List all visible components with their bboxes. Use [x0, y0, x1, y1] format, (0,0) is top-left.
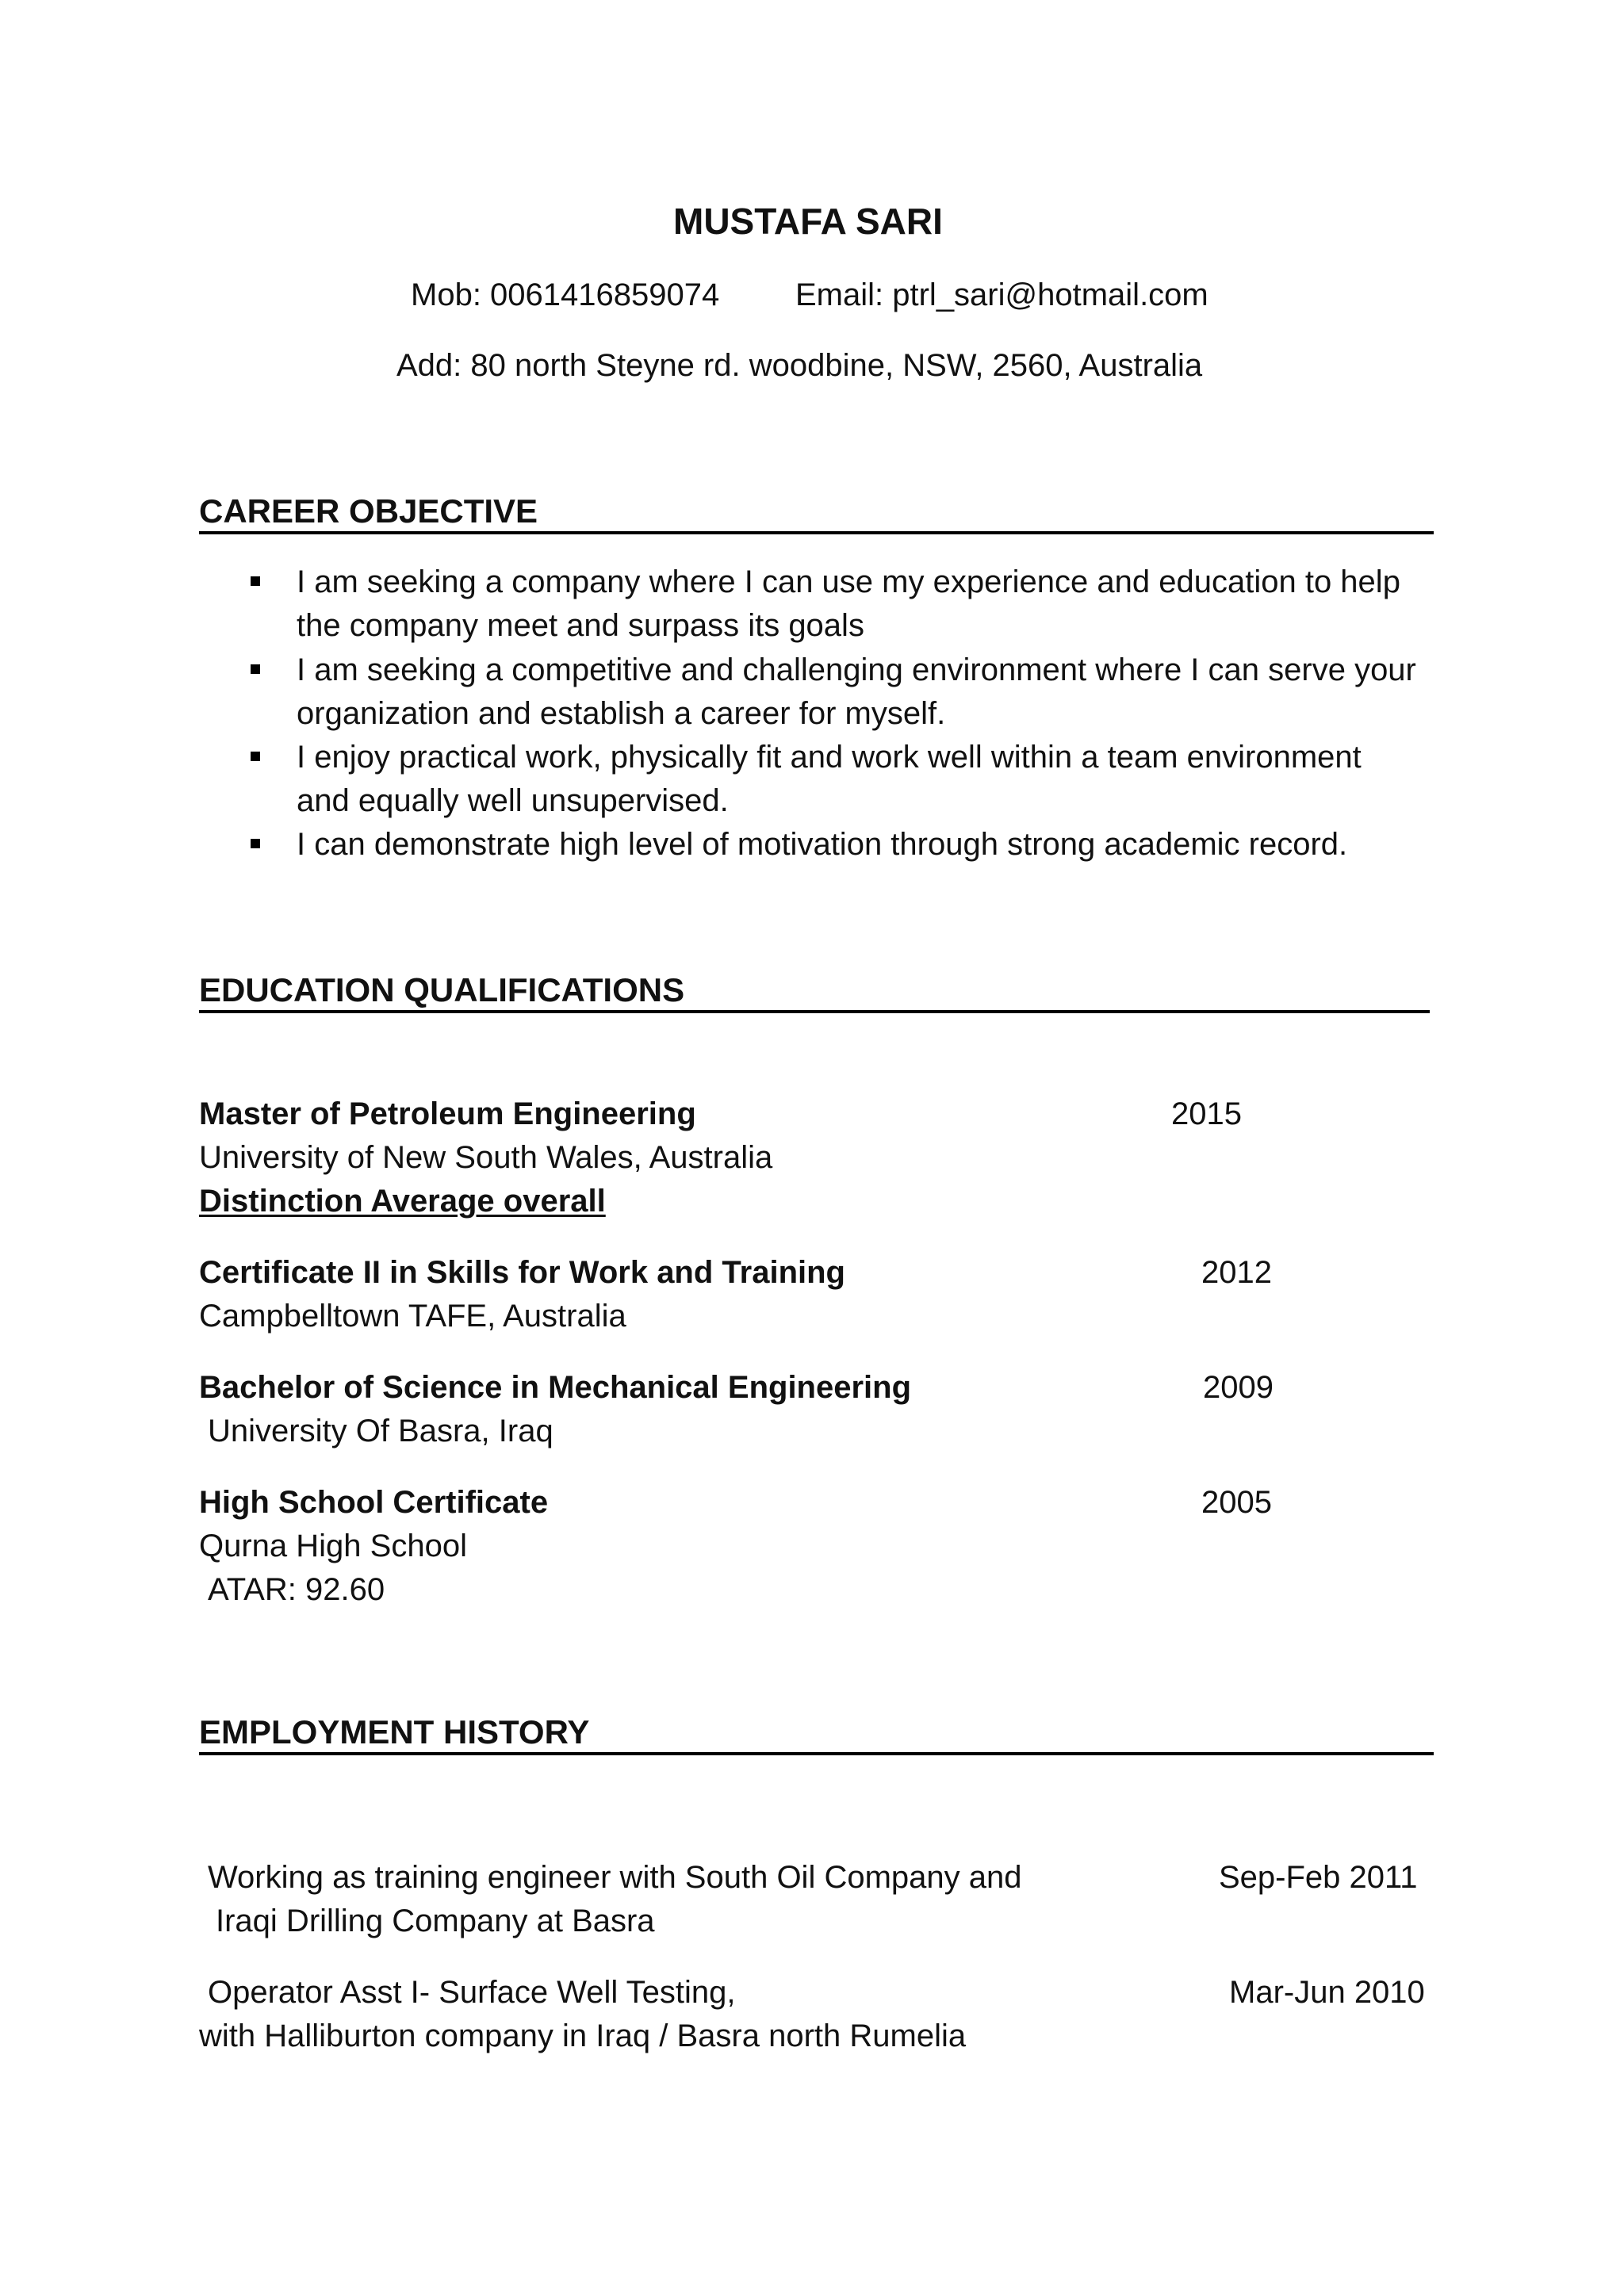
employment-description: Working as training engineer with South Oil Company and	[208, 1860, 1022, 1895]
education-note: Distinction Average overall	[199, 1184, 606, 1219]
bullet-marker	[251, 839, 260, 848]
employment-heading: EMPLOYMENT HISTORY	[199, 1716, 1434, 1755]
education-note: ATAR: 92.60	[208, 1572, 385, 1607]
objective-item: I am seeking a competitive and challenging environment where I can serve your organization and establish a career for myself.	[297, 652, 1416, 731]
education-institution: Qurna High School	[199, 1529, 467, 1563]
employment-description: Operator Asst I- Surface Well Testing,	[208, 1975, 736, 2010]
education-heading: EDUCATION QUALIFICATIONS	[199, 974, 1430, 1013]
education-title: Certificate II in Skills for Work and Training	[199, 1255, 845, 1290]
education-title: Bachelor of Science in Mechanical Engineering	[199, 1370, 912, 1405]
education-year: 2009	[1203, 1370, 1274, 1405]
education-institution: University Of Basra, Iraq	[208, 1414, 553, 1448]
objective-item: I can demonstrate high level of motivation through strong academic record.	[297, 827, 1348, 862]
education-institution: Campbelltown TAFE, Australia	[199, 1299, 626, 1334]
bullet-marker	[251, 752, 260, 761]
postal-address: Add: 80 north Steyne rd. woodbine, NSW, 2560, Australia	[396, 348, 1203, 383]
bullet-marker	[251, 576, 260, 586]
mobile-number: Mob: 0061416859074	[411, 277, 720, 312]
employment-dates: Sep-Feb 2011	[1219, 1860, 1418, 1895]
employment-description-continued: Iraqi Drilling Company at Basra	[216, 1904, 655, 1938]
education-year: 2005	[1201, 1485, 1272, 1520]
email-address: Email: ptrl_sari@hotmail.com	[795, 277, 1208, 312]
career-objective-heading: CAREER OBJECTIVE	[199, 495, 1434, 534]
applicant-name: MUSTAFA SARI	[673, 201, 943, 242]
education-title: Master of Petroleum Engineering	[199, 1096, 696, 1131]
employment-description-continued: with Halliburton company in Iraq / Basra north Rumelia	[199, 2019, 967, 2053]
education-year: 2012	[1201, 1255, 1272, 1290]
bullet-marker	[251, 664, 260, 674]
employment-dates: Mar-Jun 2010	[1229, 1975, 1425, 2010]
objective-item: I enjoy practical work, physically fit and work well within a team environment and equally well unsupervised.	[297, 740, 1362, 818]
education-title: High School Certificate	[199, 1485, 549, 1520]
objective-item: I am seeking a company where I can use my experience and education to help the company meet and surpass its goals	[297, 564, 1400, 643]
education-year: 2015	[1171, 1096, 1242, 1131]
education-institution: University of New South Wales, Australia	[199, 1140, 773, 1175]
